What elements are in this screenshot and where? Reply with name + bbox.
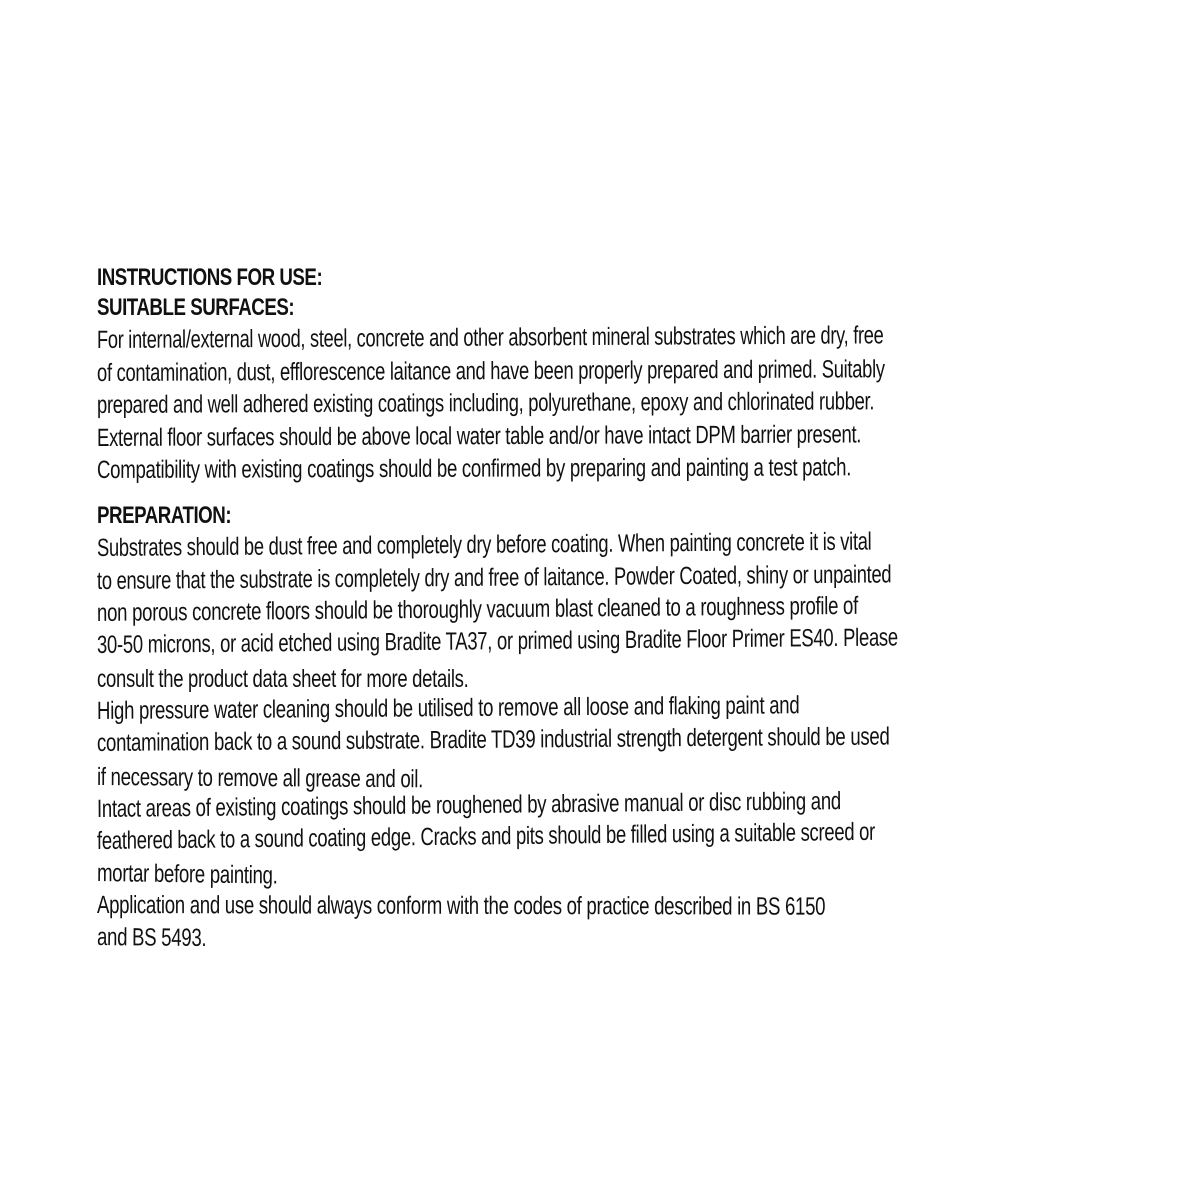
suitable-surfaces-line-2: of contamination, dust, efflorescence laitance and have been properly prepared and primed. Suitably xyxy=(96,355,885,387)
preparation-line-5: consult the product data sheet for more details. xyxy=(97,665,469,693)
preparation-line-4: 30-50 microns, or acid etched using Bradite TA37, or primed using Bradite Floor Primer ES40. Please xyxy=(96,623,898,659)
suitable-surfaces-line-5: Compatibility with existing coatings should be confirmed by preparing and painting a test patch. xyxy=(96,453,852,484)
preparation-line-1: Substrates should be dust free and completely dry before coating. When painting concrete it is vital xyxy=(96,527,872,562)
suitable-surfaces-line-4: External floor surfaces should be above local water table and/or have intact DPM barrier present. xyxy=(96,420,862,452)
preparation-line-6: High pressure water cleaning should be utilised to remove all loose and flaking paint and xyxy=(96,691,800,725)
suitable-surfaces-line-1: For internal/external wood, steel, concrete and other absorbent mineral substrates which are dry, free xyxy=(96,321,884,354)
preparation-line-8: if necessary to remove all grease and oil. xyxy=(96,763,424,794)
heading-suitable-surfaces: SUITABLE SURFACES: xyxy=(97,294,295,321)
suitable-surfaces-line-3: prepared and well adhered existing coatings including, polyurethane, epoxy and chlorinated rubber. xyxy=(96,387,875,419)
preparation-line-3: non porous concrete floors should be thoroughly vacuum blast cleaned to a roughness profile of xyxy=(96,591,859,627)
preparation-line-10: feathered back to a sound coating edge. Cracks and pits should be filled using a suitable screed or xyxy=(96,817,876,855)
preparation-line-7: contamination back to a sound substrate. Bradite TD39 industrial strength detergent should be used xyxy=(96,722,890,757)
preparation-line-2: to ensure that the substrate is completely dry and free of laitance. Powder Coated, shiny or unpainted xyxy=(96,560,892,595)
heading-instructions-for-use: INSTRUCTIONS FOR USE: xyxy=(97,264,323,291)
preparation-line-13: and BS 5493. xyxy=(96,923,207,953)
preparation-line-12: Application and use should always conform with the codes of practice described in BS 6150 xyxy=(96,891,826,921)
preparation-line-9: Intact areas of existing coatings should be roughened by abrasive manual or disc rubbing and xyxy=(96,787,841,823)
heading-preparation: PREPARATION: xyxy=(97,502,232,529)
preparation-line-11: mortar before painting. xyxy=(96,859,278,890)
